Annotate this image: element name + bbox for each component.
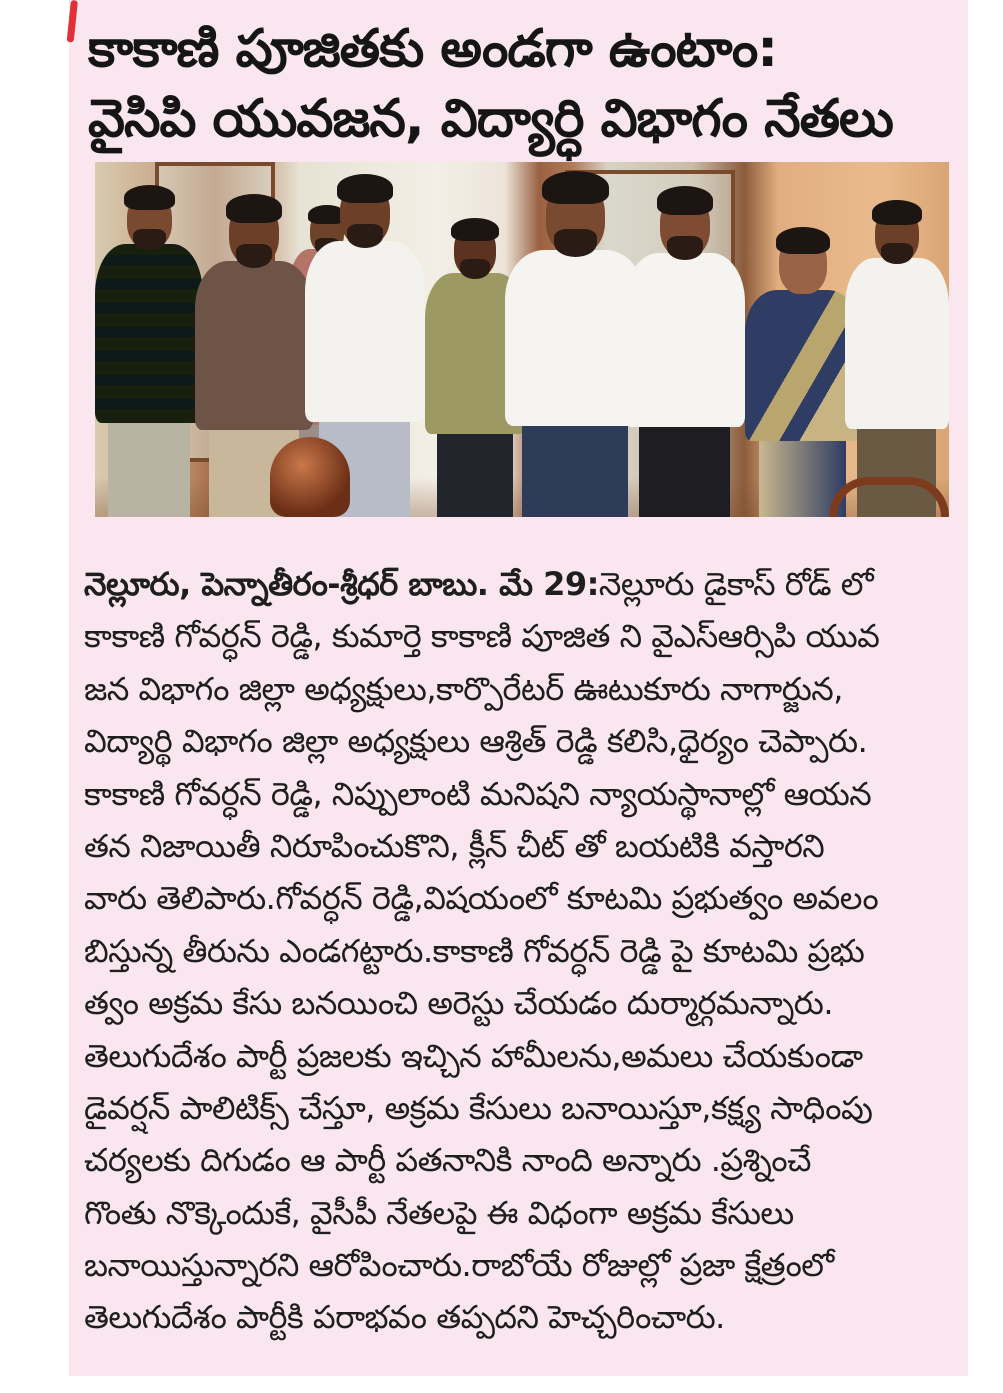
person-hair <box>542 171 608 204</box>
body-line-7: వారు తెలిపారు.గోవర్ధన్ రెడ్డి,విషయంలో కూటమి ప్రభుత్వం అవలం <box>84 879 879 918</box>
person-hair <box>451 218 498 242</box>
body-line-1 <box>84 558 968 610</box>
person-legs <box>108 413 190 517</box>
person-legs <box>522 416 628 517</box>
person-hair <box>872 200 921 225</box>
body-line-10: తెలుగుదేశం పార్టీ ప్రజలకు ఇచ్చిన హామీలను,అమలు చేయకుండా <box>84 1036 863 1075</box>
person-hair <box>226 194 282 222</box>
headline-line-2: వైసిపి యువజన, విద్యార్ధి విభాగం నేతలు <box>88 89 893 149</box>
person-head <box>875 207 919 262</box>
person-torso <box>195 261 313 430</box>
photo-person-9 <box>845 217 949 517</box>
person-beard <box>667 236 703 260</box>
person-torso <box>745 290 860 441</box>
person-torso <box>845 258 949 429</box>
person-hair <box>124 185 174 210</box>
body-line-5: కాకాణి గోవర్ధన్ రెడ్డి, నిప్పులాంటి మనిషని న్యాయస్థానాల్లో ఆయన <box>84 774 872 813</box>
person-head <box>454 224 496 277</box>
body-line-2: కాకాణి గోవర్ధన్ రెడ్డి, కుమార్తె కాకాణి పూజిత ని వైఎస్ఆర్సిపి యువ <box>84 617 880 656</box>
dateline: నెల్లూరు, పెన్నాతీరం-శ్రీధర్ బాబు. మే 29: <box>84 565 599 603</box>
person-beard <box>460 259 490 279</box>
person-head <box>229 202 279 265</box>
photo-person-7 <box>625 199 745 517</box>
person-head <box>546 180 605 254</box>
person-torso <box>305 241 425 422</box>
body-line-15: తెలుగుదేశం పార్టీకి పరాభవం తప్పదని హెచ్చరించారు. <box>84 1298 725 1337</box>
person-torso <box>505 250 645 426</box>
body-line-14: బనాయిస్తున్నారని ఆరోపించారు.రాబోయే రోజుల్లో ప్రజా క్షేత్రంలో <box>84 1246 834 1285</box>
person-legs <box>639 417 730 517</box>
body-line-3: జన విభాగం జిల్లా అధ్యక్షులు,కార్పొరేటర్ ఊటుకూరు నాగార్జున, <box>84 669 843 708</box>
wooden-chair <box>829 477 949 517</box>
person-beard <box>133 229 165 250</box>
person-head <box>779 234 827 294</box>
person-head <box>340 182 390 245</box>
body-line-9: త్వం అక్రమ కేసు బనయించి అరెస్టు చేయడం దుర్మార్గమన్నారు. <box>84 984 833 1023</box>
body-line-8: బిస్తున్న తీరును ఎండగట్టారు.కాకాణి గోవర్ధన్ రెడ్డి పై కూటమి ప్రభు <box>84 931 865 970</box>
article-body <box>84 558 968 1344</box>
group-photo <box>95 162 949 517</box>
person-beard <box>347 224 383 248</box>
person-hair <box>657 186 713 214</box>
article-headline <box>88 14 958 154</box>
body-line-13: గొంతు నొక్కెందుకే, వైసీపీ నేతలపై ఈ విధంగా అక్రమ కేసులు <box>84 1193 794 1232</box>
headline-line-1: కాకాణి పూజితకు అండగా ఉంటాం: <box>88 19 778 79</box>
body-line-4: విద్యార్థి విభాగం జిల్లా అధ్యక్షులు ఆశ్రిత్ రెడ్డి కలిసి,ధైర్యం చెప్పారు. <box>84 722 868 761</box>
person-head <box>660 194 710 257</box>
person-beard <box>881 243 913 264</box>
photo-person-6 <box>505 199 645 517</box>
body-line-12: చర్యలకు దిగుడం ఆ పార్టీ పతనానికి నాంది అన్నారు .ప్రశ్నించే <box>84 1141 811 1180</box>
wooden-bannister-knob <box>270 437 350 517</box>
person-hair <box>776 227 830 254</box>
body-line-6: తన నిజాయితీ నిరూపించుకొని, క్లీన్ చీట్ తో బయటికి వస్తారని <box>84 826 825 865</box>
person-beard <box>554 229 596 257</box>
person-hair <box>337 174 393 202</box>
person-torso <box>625 253 745 427</box>
person-legs <box>437 424 513 517</box>
person-torso <box>95 244 203 423</box>
person-beard <box>236 244 272 268</box>
photo-person-1 <box>95 212 203 517</box>
body-line-1-text: నెల్లూరు డైకాస్ రోడ్ లో <box>598 565 874 603</box>
body-line-11: డైవర్షన్ పాలిటిక్స్ చేస్తూ, అక్రమ కేసులు బనాయిస్తూ,కక్ష్య సాధింపు <box>84 1088 873 1127</box>
photo-person-8 <box>745 227 860 517</box>
person-head <box>127 192 172 248</box>
